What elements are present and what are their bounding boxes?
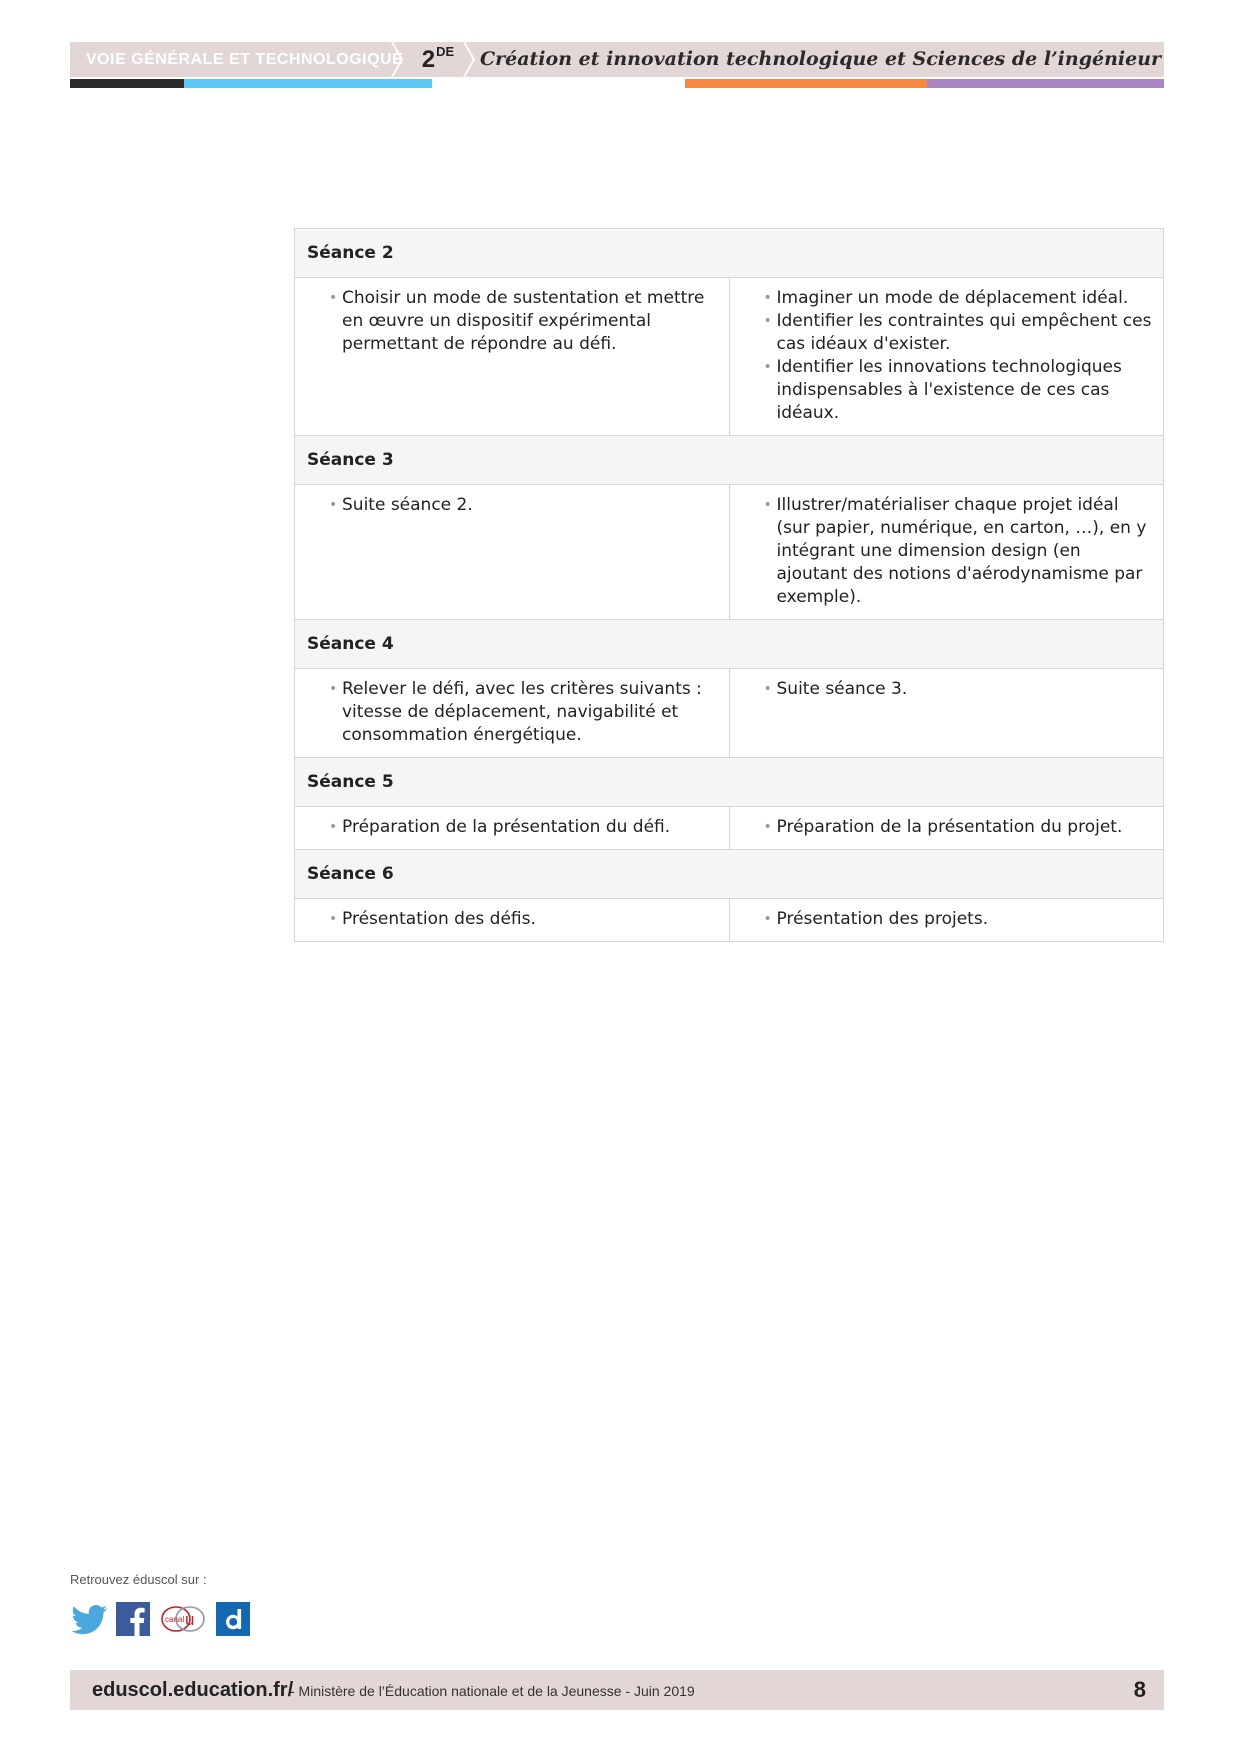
session-right-list <box>764 287 1154 425</box>
session-content-row <box>295 278 1164 436</box>
page-header <box>70 42 1164 77</box>
header-color-bar-orange <box>685 79 927 88</box>
session-header-row <box>295 758 1164 807</box>
session-title: Séance 2 <box>295 229 1164 278</box>
session-bullet-item: • Relever le défi, avec les critères suivants : vitesse de déplacement, navigabilité et consommation énergétique. <box>329 678 719 747</box>
session-left-cell <box>295 485 730 620</box>
session-bullet-item: • Suite séance 3. <box>764 678 1154 701</box>
session-bullet-item: • Préparation de la présentation du projet. <box>764 816 1154 839</box>
session-bullet-item: • Identifier les contraintes qui empêchent ces cas idéaux d'exister. <box>764 310 1154 356</box>
canal-u-icon[interactable] <box>160 1602 206 1636</box>
session-bullet-item: • Préparation de la présentation du défi. <box>329 816 719 839</box>
session-content-row <box>295 485 1164 620</box>
session-bullet-item: • Suite séance 2. <box>329 494 719 517</box>
session-content-row <box>295 669 1164 758</box>
dailymotion-icon[interactable] <box>216 1602 250 1636</box>
session-content-row <box>295 807 1164 850</box>
session-right-list <box>764 678 1154 701</box>
page-number: 8 <box>1133 1677 1146 1702</box>
eduscol-site-link[interactable]: eduscol.education.fr/ <box>92 1679 294 1701</box>
session-left-list <box>329 494 719 517</box>
header-level-sup: DE <box>436 44 455 59</box>
session-header-row <box>295 850 1164 899</box>
session-left-list <box>329 816 719 839</box>
session-left-list <box>329 908 719 931</box>
session-right-list <box>764 908 1154 931</box>
session-right-cell <box>729 485 1164 620</box>
header-separator-chevron <box>390 42 404 77</box>
session-bullet-item: • Identifier les innovations technologiques indispensables à l'existence de ces cas idéaux. <box>764 356 1154 425</box>
sessions-table <box>294 228 1164 942</box>
session-left-cell <box>295 669 730 758</box>
session-title: Séance 4 <box>295 620 1164 669</box>
header-subject-title: Création et innovation technologique et Sciences de l’ingénieur <box>480 48 1162 70</box>
session-title: Séance 6 <box>295 850 1164 899</box>
session-header-row <box>295 229 1164 278</box>
session-right-list <box>764 494 1154 609</box>
twitter-icon[interactable] <box>70 1602 108 1636</box>
canal-u-icon-text: canal <box>165 1615 185 1624</box>
session-bullet-item: • Présentation des projets. <box>764 908 1154 931</box>
ministry-credit: - Ministère de l’Éducation nationale et de la Jeunesse - Juin 2019 <box>290 1683 695 1699</box>
session-bullet-item: • Illustrer/matérialiser chaque projet idéal (sur papier, numérique, en carton, …), en y intégrant une dimension design (en ajoutant des notions d'aérodynamisme par exemple). <box>764 494 1154 609</box>
session-right-list <box>764 816 1154 839</box>
header-separator-chevron <box>462 42 476 77</box>
header-level <box>410 42 466 77</box>
session-left-cell <box>295 807 730 850</box>
session-title: Séance 3 <box>295 436 1164 485</box>
session-left-cell <box>295 899 730 942</box>
session-left-list <box>329 678 719 747</box>
header-color-bar-blue <box>184 79 432 88</box>
canal-u-icon-letter: u <box>185 1610 195 1629</box>
retrouvez-eduscol-label: Retrouvez éduscol sur : <box>70 1572 207 1587</box>
session-content-row <box>295 899 1164 942</box>
header-color-bar-black <box>70 79 184 88</box>
session-bullet-item: • Choisir un mode de sustentation et mettre en œuvre un dispositif expérimental permettant de répondre au défi. <box>329 287 719 356</box>
header-voie: VOIE GÉNÉRALE ET TECHNOLOGIQUE <box>86 51 404 68</box>
session-right-cell <box>729 278 1164 436</box>
page-footer <box>70 1670 1164 1710</box>
session-right-cell <box>729 807 1164 850</box>
session-left-cell <box>295 278 730 436</box>
header-color-bar-purple <box>927 79 1164 88</box>
session-right-cell <box>729 669 1164 758</box>
session-title: Séance 5 <box>295 758 1164 807</box>
header-level-main: 2 <box>421 46 436 73</box>
session-bullet-item: • Imaginer un mode de déplacement idéal. <box>764 287 1154 310</box>
session-right-cell <box>729 899 1164 942</box>
session-left-list <box>329 287 719 356</box>
session-header-row <box>295 620 1164 669</box>
session-header-row <box>295 436 1164 485</box>
session-bullet-item: • Présentation des défis. <box>329 908 719 931</box>
facebook-icon[interactable] <box>116 1602 150 1636</box>
